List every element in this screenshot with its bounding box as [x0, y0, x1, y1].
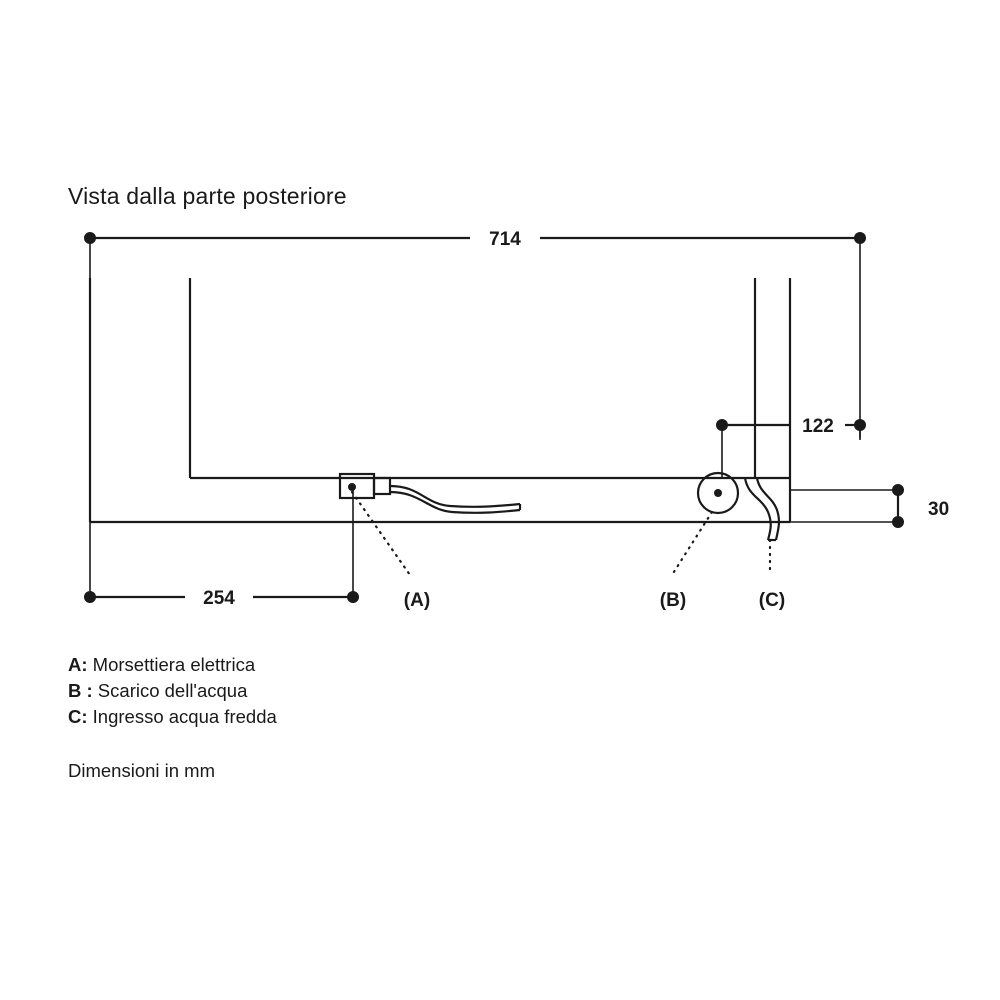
legend-text-b: Scarico dell'acqua: [92, 680, 248, 701]
units-note: Dimensioni in mm: [68, 760, 216, 781]
legend-text-c: Ingresso acqua fredda: [87, 706, 277, 727]
dimension-width-714: [84, 229, 866, 250]
witness-lines: [90, 238, 900, 600]
legend-key-c: C:: [68, 706, 88, 727]
callout-label-c: (C): [758, 590, 786, 611]
page-title: Vista dalla parte posteriore: [68, 183, 347, 209]
callout-label-b: (B): [659, 590, 687, 611]
legend-row-a: [68, 652, 277, 678]
legend: [68, 652, 277, 730]
dimension-label-254: 254: [203, 588, 235, 609]
cold-water-inlet-hose: [745, 478, 779, 540]
callout-label-a: (A): [403, 590, 431, 611]
dimension-height-30: [892, 484, 949, 528]
dimension-label-30: 30: [928, 499, 950, 520]
legend-text-a: Morsettiera elettrica: [87, 654, 256, 675]
legend-row-c: [68, 704, 277, 730]
dimension-label-122: 122: [802, 416, 834, 437]
electrical-terminal-block: [340, 474, 520, 513]
dimension-label-714: 714: [489, 229, 521, 250]
legend-row-b: [68, 678, 277, 704]
legend-key-a: A:: [68, 654, 88, 675]
appliance-outline: [90, 278, 790, 522]
dimension-offset-254: [84, 588, 359, 609]
callout-leaders: [352, 492, 770, 575]
legend-key-b: B :: [68, 680, 93, 701]
